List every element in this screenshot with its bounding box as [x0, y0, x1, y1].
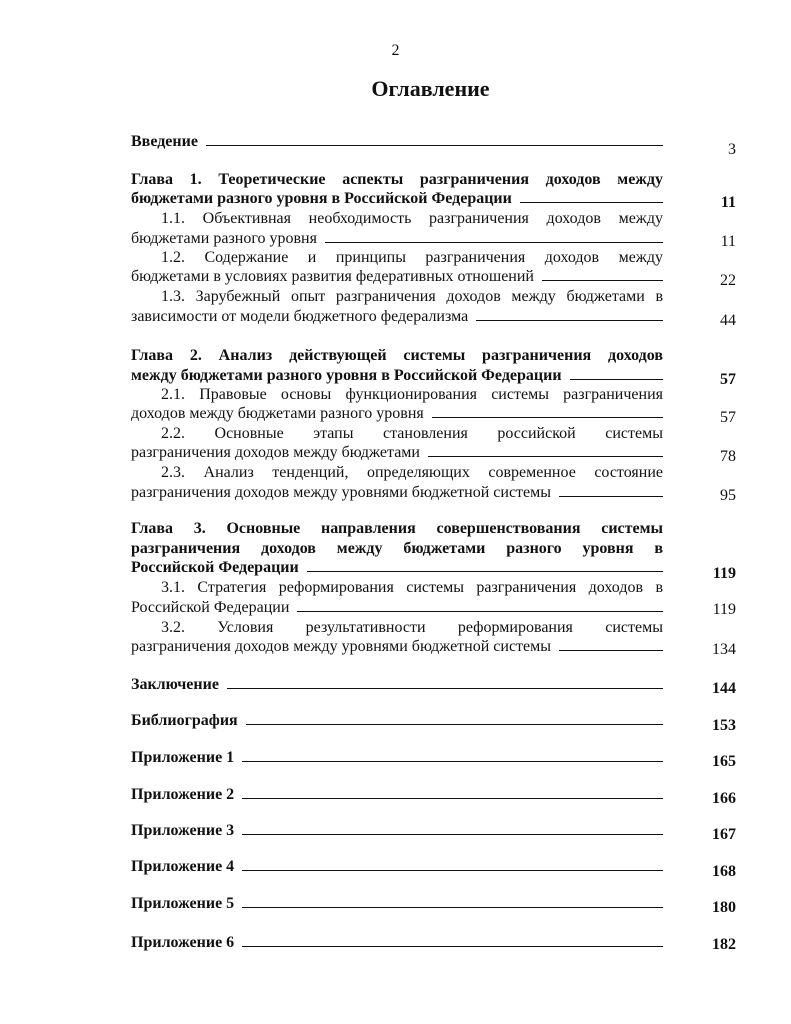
section-1-3[interactable]: [131, 307, 663, 327]
toc-entry-label: Введение: [131, 133, 198, 150]
toc-page-number: 168: [712, 863, 736, 880]
toc-entry-bibliography[interactable]: [131, 711, 663, 731]
toc-entry-label: Российской Федерации: [131, 559, 299, 576]
toc-entry-label: Российской Федерации: [131, 599, 290, 616]
dot-leader: [559, 483, 663, 497]
toc-entry-label: Приложение 2: [131, 786, 235, 803]
section-1-2[interactable]: [131, 267, 663, 287]
section-1-1[interactable]: [131, 229, 663, 249]
dot-leader: [242, 748, 663, 762]
toc-entry-appendix-6[interactable]: [131, 933, 663, 953]
toc-page-number: 44: [720, 312, 736, 329]
toc-page-number: 180: [712, 899, 736, 916]
toc-entry-label: разграничения доходов между уровнями бюджетной системы: [131, 484, 552, 501]
section-3-1[interactable]: [131, 598, 663, 618]
toc-entry-label: Приложение 5: [131, 895, 235, 912]
toc-page-number: 95: [720, 487, 736, 504]
dot-leader: [307, 558, 663, 572]
toc-page-number: 22: [720, 272, 736, 289]
toc-page-number: 11: [720, 194, 736, 211]
section-2-3[interactable]: 2.3. Анализ тенденций, определяющих современное состояние: [161, 464, 663, 481]
dot-leader: [206, 132, 663, 146]
section-1-1[interactable]: 1.1. Объективная необходимость разграничения доходов между: [161, 210, 663, 227]
toc-entry-intro[interactable]: [131, 132, 663, 152]
toc-page-number: 57: [720, 371, 736, 388]
dot-leader: [297, 598, 663, 612]
toc-entry-appendix-1[interactable]: [131, 748, 663, 768]
toc-entry-label: Библиография: [131, 712, 238, 729]
toc-entry-label: доходов между бюджетами разного уровня: [131, 405, 424, 422]
toc-entry-appendix-4[interactable]: [131, 857, 663, 877]
section-2-3[interactable]: [131, 483, 663, 503]
dot-leader: [242, 857, 663, 871]
section-3-1[interactable]: 3.1. Стратегия реформирования системы разграничения доходов в: [161, 579, 663, 596]
toc-page-number: 134: [712, 641, 736, 658]
section-2-2[interactable]: 2.2. Основные этапы становления российской системы: [161, 425, 663, 442]
dot-leader: [242, 894, 663, 908]
toc-entry-label: Приложение 6: [131, 934, 235, 951]
chapter-1-heading[interactable]: Глава 1. Теоретические аспекты разграничения доходов между: [131, 171, 663, 188]
toc-entry-label: Приложение 4: [131, 858, 235, 875]
toc-page-number: 182: [712, 936, 736, 953]
chapter-3-heading[interactable]: разграничения доходов между бюджетами разного уровня в: [131, 540, 663, 557]
section-2-1[interactable]: [131, 404, 663, 424]
chapter-1-heading[interactable]: [131, 189, 663, 209]
dot-leader: [432, 404, 663, 418]
dot-leader: [559, 637, 663, 651]
toc-entry-appendix-3[interactable]: [131, 821, 663, 841]
toc-page-number: 57: [720, 409, 736, 426]
toc-entry-label: Приложение 3: [131, 822, 235, 839]
toc-page-number: 153: [712, 717, 736, 734]
section-2-1[interactable]: 2.1. Правовые основы функционирования системы разграничения: [161, 386, 663, 403]
chapter-3-heading[interactable]: [131, 558, 663, 578]
toc-entry-label: бюджетами разного уровня в Российской Федерации: [131, 190, 512, 207]
toc-page-number: 3: [728, 141, 736, 158]
toc-entry-label: между бюджетами разного уровня в Российской Федерации: [131, 367, 562, 384]
dot-leader: [242, 821, 663, 835]
page-number: 2: [391, 42, 400, 59]
toc-entry-label: Заключение: [131, 676, 219, 693]
toc-page-number: 165: [712, 753, 736, 770]
toc-entry-appendix-5[interactable]: [131, 894, 663, 914]
toc-page-number: 167: [712, 826, 736, 843]
dot-leader: [325, 229, 663, 243]
toc-entry-label: бюджетами разного уровня: [131, 230, 317, 247]
toc-entry-label: Приложение 1: [131, 749, 235, 766]
chapter-2-heading[interactable]: Глава 2. Анализ действующей системы разграничения доходов: [131, 347, 663, 364]
chapter-2-heading[interactable]: [131, 366, 663, 386]
dot-leader: [246, 711, 663, 725]
section-1-2[interactable]: 1.2. Содержание и принципы разграничения доходов между: [161, 249, 663, 266]
toc-page-number: 78: [720, 448, 736, 465]
dot-leader: [428, 443, 663, 457]
toc-entry-label: разграничения доходов между бюджетами: [131, 444, 420, 461]
toc-entry-label: разграничения доходов между уровнями бюджетной системы: [131, 638, 552, 655]
section-2-2[interactable]: [131, 443, 663, 463]
dot-leader: [570, 366, 663, 380]
toc-page-number: 11: [720, 233, 736, 250]
dot-leader: [476, 307, 663, 321]
section-1-3[interactable]: 1.3. Зарубежный опыт разграничения доходов между бюджетами в: [161, 288, 663, 305]
dot-leader: [227, 675, 663, 689]
page-title: Оглавление: [371, 76, 490, 101]
chapter-3-heading[interactable]: Глава 3. Основные направления совершенствования системы: [131, 520, 663, 537]
dot-leader: [242, 933, 663, 947]
toc-page-number: 166: [712, 790, 736, 807]
toc-entry-label: зависимости от модели бюджетного федерализма: [131, 308, 469, 325]
dot-leader: [242, 785, 663, 799]
toc-page-number: 119: [712, 601, 736, 618]
toc-entry-appendix-2[interactable]: [131, 785, 663, 805]
toc-page-number: 144: [712, 680, 736, 697]
section-3-2[interactable]: [131, 637, 663, 657]
dot-leader: [520, 189, 663, 203]
toc-entry-label: бюджетами в условиях развития федеративных отношений: [131, 268, 534, 285]
toc-entry-conclusion[interactable]: [131, 675, 663, 695]
dot-leader: [542, 267, 663, 281]
toc-page-number: 119: [712, 565, 736, 582]
section-3-2[interactable]: 3.2. Условия результативности реформирования системы: [161, 619, 663, 636]
